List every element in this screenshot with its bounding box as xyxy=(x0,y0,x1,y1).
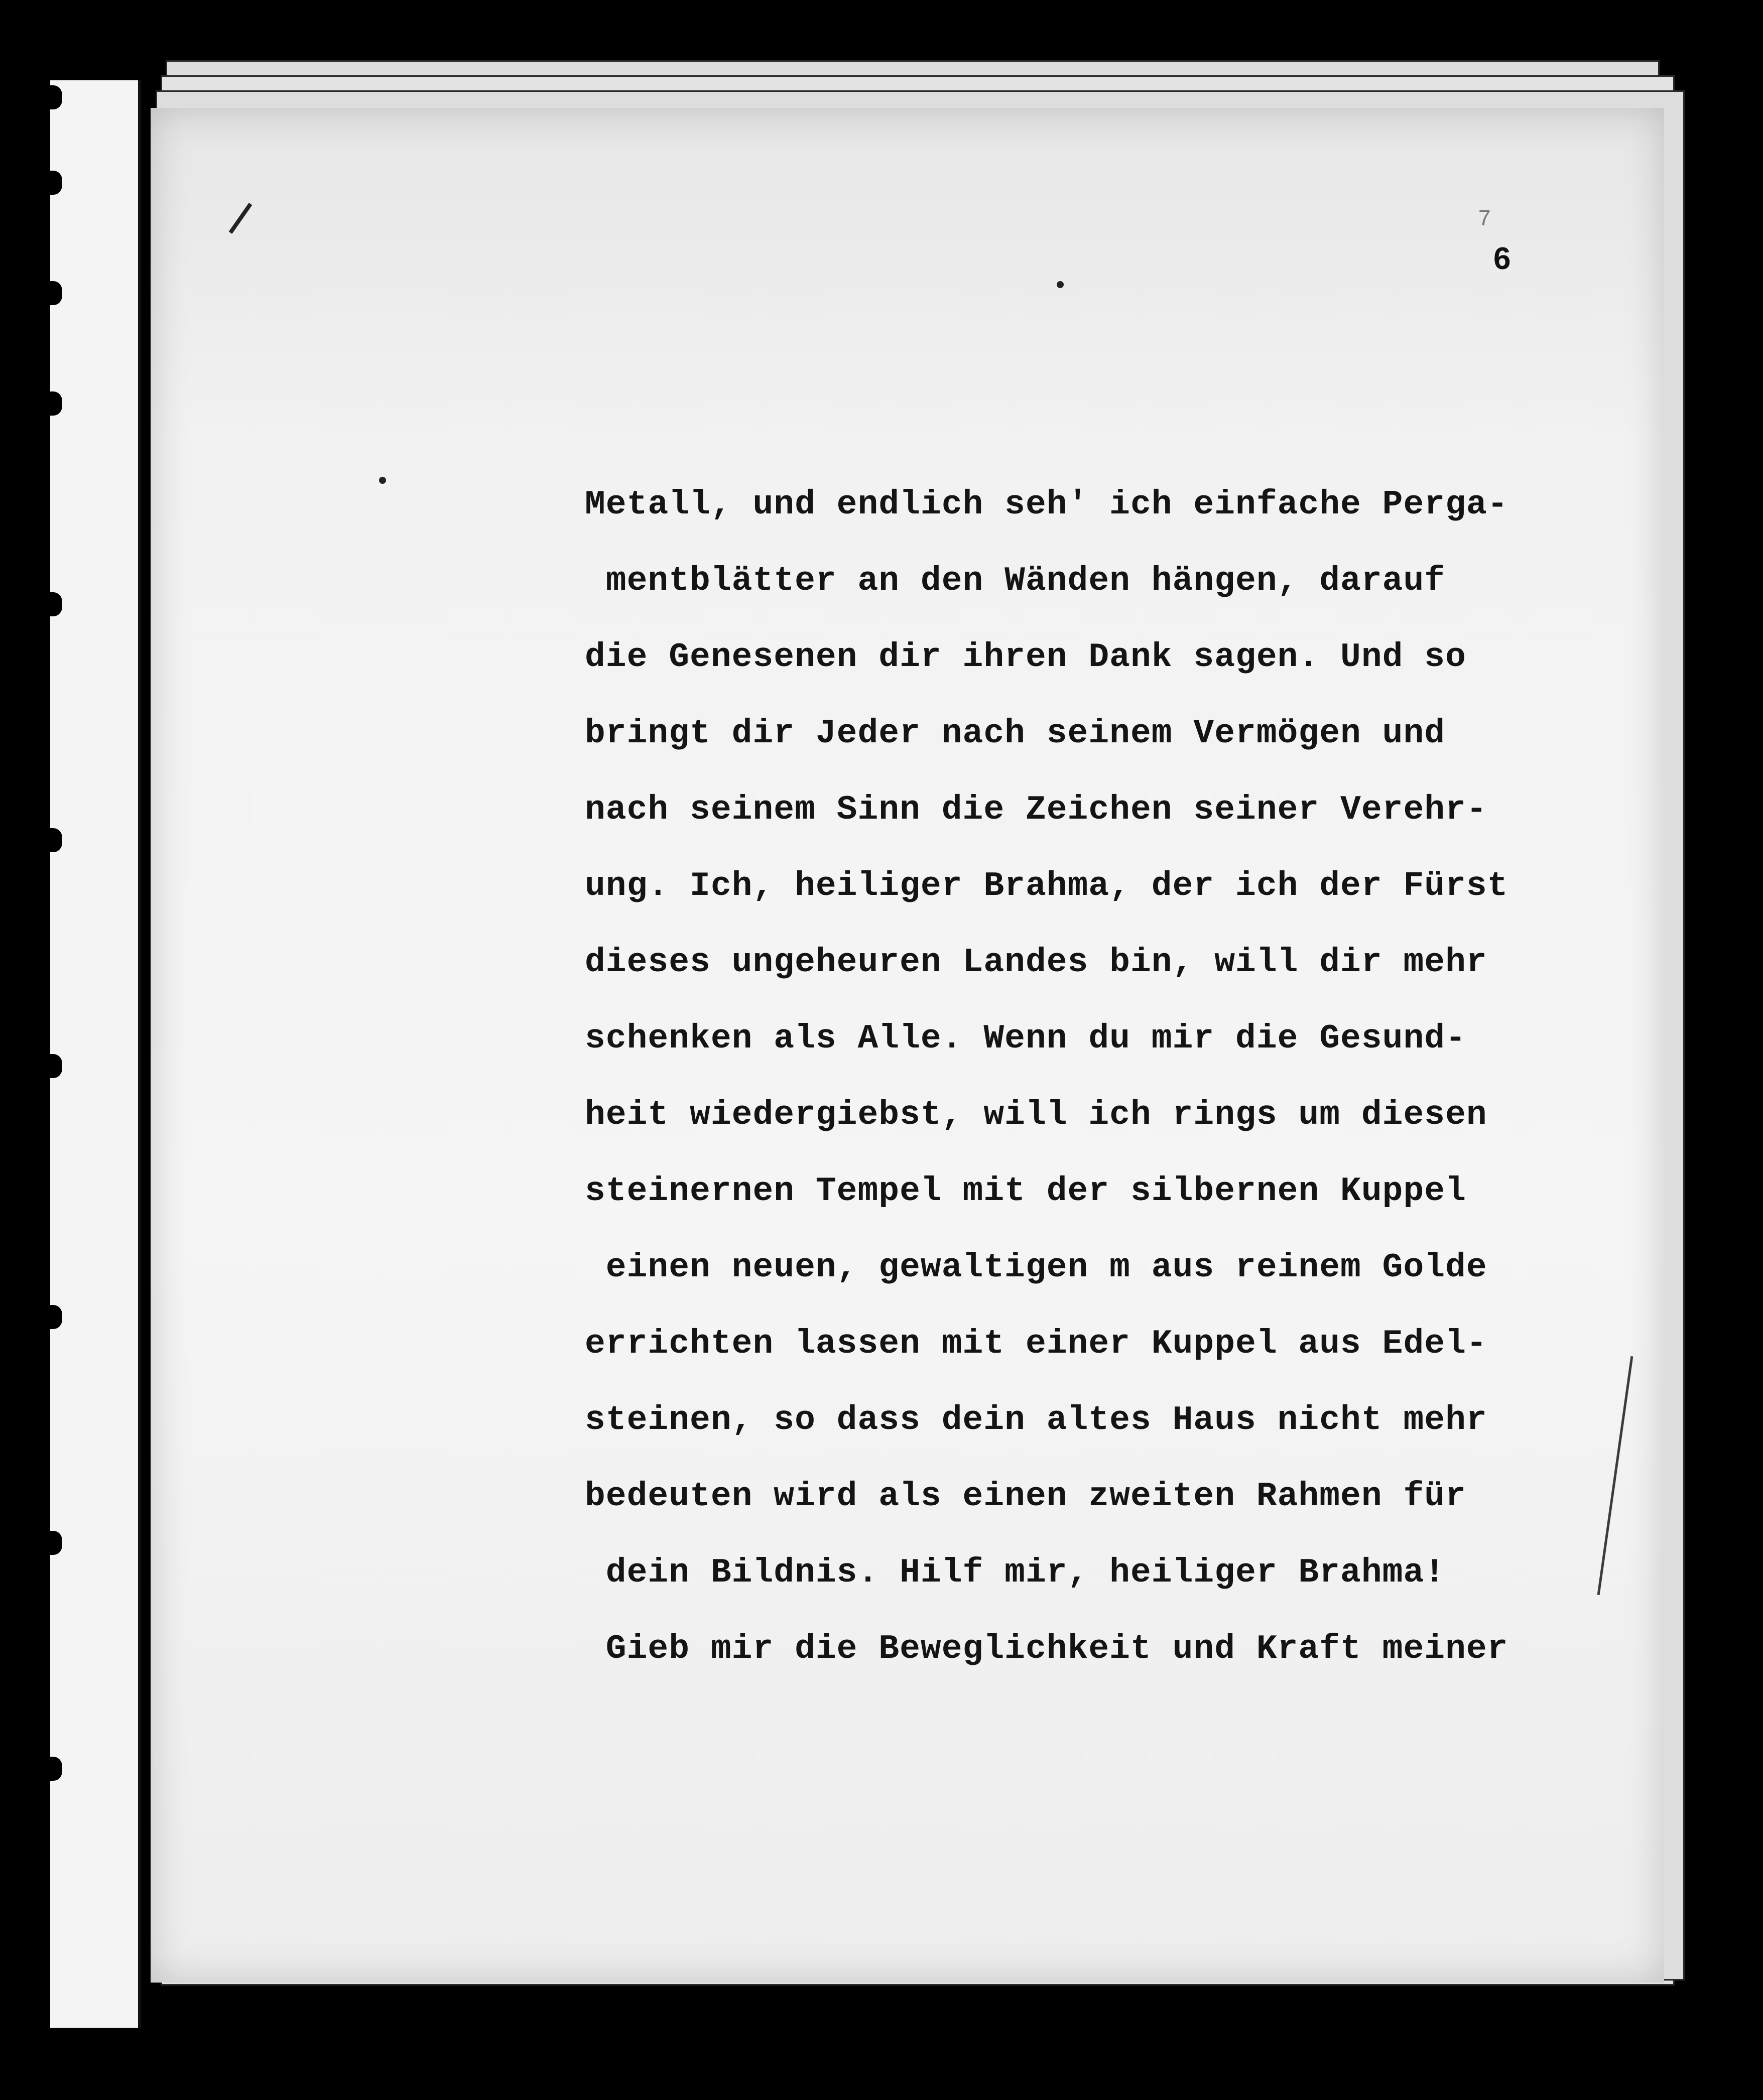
perforation-hole xyxy=(40,1531,62,1555)
text-line: schenken als Alle. Wenn du mir die Gesund- xyxy=(585,1019,1466,1058)
text-line: bedeuten wird als einen zweiten Rahmen für xyxy=(585,1477,1466,1516)
text-line: dieses ungeheuren Landes bin, will dir mehr xyxy=(585,943,1487,982)
perforation-hole xyxy=(40,592,62,616)
perforation-hole xyxy=(40,85,62,109)
text-line: steinernen Tempel mit der silbernen Kuppel xyxy=(585,1172,1466,1211)
text-line: Gieb mir die Beweglichkeit und Kraft meiner xyxy=(585,1630,1508,1668)
text-line: bringt dir Jeder nach seinem Vermögen und xyxy=(585,714,1446,753)
perforation-hole xyxy=(40,828,62,852)
page-number: 6 xyxy=(1493,241,1511,276)
text-line: nach seinem Sinn die Zeichen seiner Verehr- xyxy=(585,791,1487,829)
margin-dot xyxy=(1057,281,1064,288)
margin-dot xyxy=(379,477,386,484)
text-line: Metall, und endlich seh' ich einfache Perga- xyxy=(585,485,1508,524)
pencil-page-number: 7 xyxy=(1478,206,1491,230)
text-line: steinen, so dass dein altes Haus nicht mehr xyxy=(585,1401,1487,1439)
perforation-hole xyxy=(40,1054,62,1078)
perforation-hole xyxy=(40,171,62,195)
typewritten-text-block xyxy=(585,467,1609,1687)
perforation-hole xyxy=(40,1757,62,1781)
text-line: mentblätter an den Wänden hängen, darauf xyxy=(585,562,1446,600)
perforation-hole xyxy=(40,1305,62,1329)
text-line: einen neuen, gewaltigen m aus reinem Golde xyxy=(585,1248,1487,1287)
left-binding-strip xyxy=(50,80,141,2028)
text-line: errichten lassen mit einer Kuppel aus Edel- xyxy=(585,1325,1487,1363)
text-line: heit wiedergiebst, will ich rings um diesen xyxy=(585,1096,1487,1134)
perforation-hole xyxy=(40,281,62,305)
perforation-hole xyxy=(40,391,62,416)
text-line: dein Bildnis. Hilf mir, heiliger Brahma! xyxy=(585,1553,1446,1592)
text-line: die Genesenen dir ihren Dank sagen. Und so xyxy=(585,638,1466,677)
text-line: ung. Ich, heiliger Brahma, der ich der Fürst xyxy=(585,867,1508,905)
